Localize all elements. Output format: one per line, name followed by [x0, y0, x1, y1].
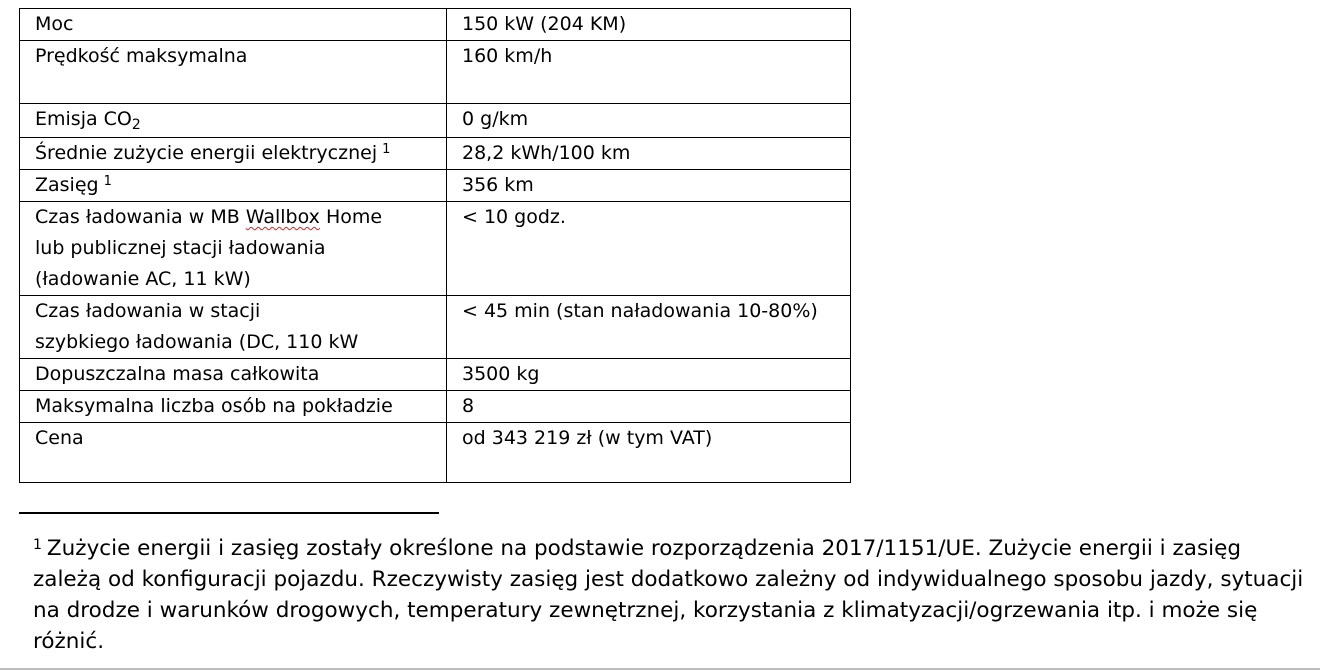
table-row — [20, 423, 851, 483]
spec-value: 356 km — [447, 170, 851, 202]
spec-value: 3500 kg — [447, 359, 851, 391]
table-row — [20, 391, 851, 423]
spec-label: Prędkość maksymalna — [20, 41, 447, 104]
footnote — [33, 533, 1313, 657]
footnote-separator — [19, 512, 439, 514]
spec-table — [19, 8, 851, 483]
footnote-ref: 1 — [382, 142, 391, 157]
table-row — [20, 41, 851, 104]
spec-label-text: Emisja CO — [35, 108, 132, 130]
spec-label-text: Średnie zużycie energii elektrycznej — [35, 142, 378, 164]
spec-value: 0 g/km — [447, 104, 851, 138]
spec-label-text: Home — [319, 206, 383, 228]
table-row — [20, 170, 851, 202]
spec-value: 28,2 kWh/100 km — [447, 138, 851, 170]
footnote-text: Zużycie energii i zasięg zostały określone na podstawie rozporządzenia 2017/1151/UE. Zużycie energii i zasięg zależą od konfiguracji pojazdu. Rzeczywisty zasięg jest dodatkowo zależny od indywidualnego sposobu jazdy, sytuacji na drodze i warunków drogowych, temperatury zewnętrznej, korzystania z klimatyzacji/ogrzewania itp. i może się różnić. — [33, 536, 1304, 654]
spec-label — [20, 202, 447, 296]
spec-label — [20, 104, 447, 138]
spec-label — [20, 138, 447, 170]
spec-label-line: lub publicznej stacji ładowania — [35, 237, 326, 259]
spec-label: Maksymalna liczba osób na pokładzie — [20, 391, 447, 423]
spec-label-text: Zasięg — [35, 174, 99, 196]
table-row — [20, 138, 851, 170]
spec-label-line: (ładowanie AC, 11 kW) — [35, 268, 251, 290]
spec-label-line: Czas ładowania w stacji — [35, 300, 261, 322]
spec-value: od 343 219 zł (w tym VAT) — [447, 423, 851, 483]
table-row — [20, 9, 851, 41]
table-row — [20, 359, 851, 391]
spec-label — [20, 296, 447, 359]
spec-value: 150 kW (204 KM) — [447, 9, 851, 41]
footnote-ref: 1 — [103, 174, 112, 189]
spellcheck-word: Wallbox — [245, 206, 320, 228]
table-row — [20, 296, 851, 359]
spec-label-text: Czas ładowania w MB — [35, 206, 246, 228]
table-row — [20, 104, 851, 138]
subscript: 2 — [131, 117, 141, 133]
spec-label: Cena — [20, 423, 447, 483]
spec-label-line: szybkiego ładowania (DC, 110 kW — [35, 331, 359, 353]
footnote-marker: 1 — [33, 537, 42, 553]
spec-label-line — [35, 202, 446, 233]
table-row — [20, 202, 851, 296]
spec-value: 8 — [447, 391, 851, 423]
spec-value: 160 km/h — [447, 41, 851, 104]
spec-value: < 10 godz. — [447, 202, 851, 296]
spec-label — [20, 170, 447, 202]
spec-value: < 45 min (stan naładowania 10-80%) — [447, 296, 851, 359]
spec-label: Moc — [20, 9, 447, 41]
spec-label: Dopuszczalna masa całkowita — [20, 359, 447, 391]
